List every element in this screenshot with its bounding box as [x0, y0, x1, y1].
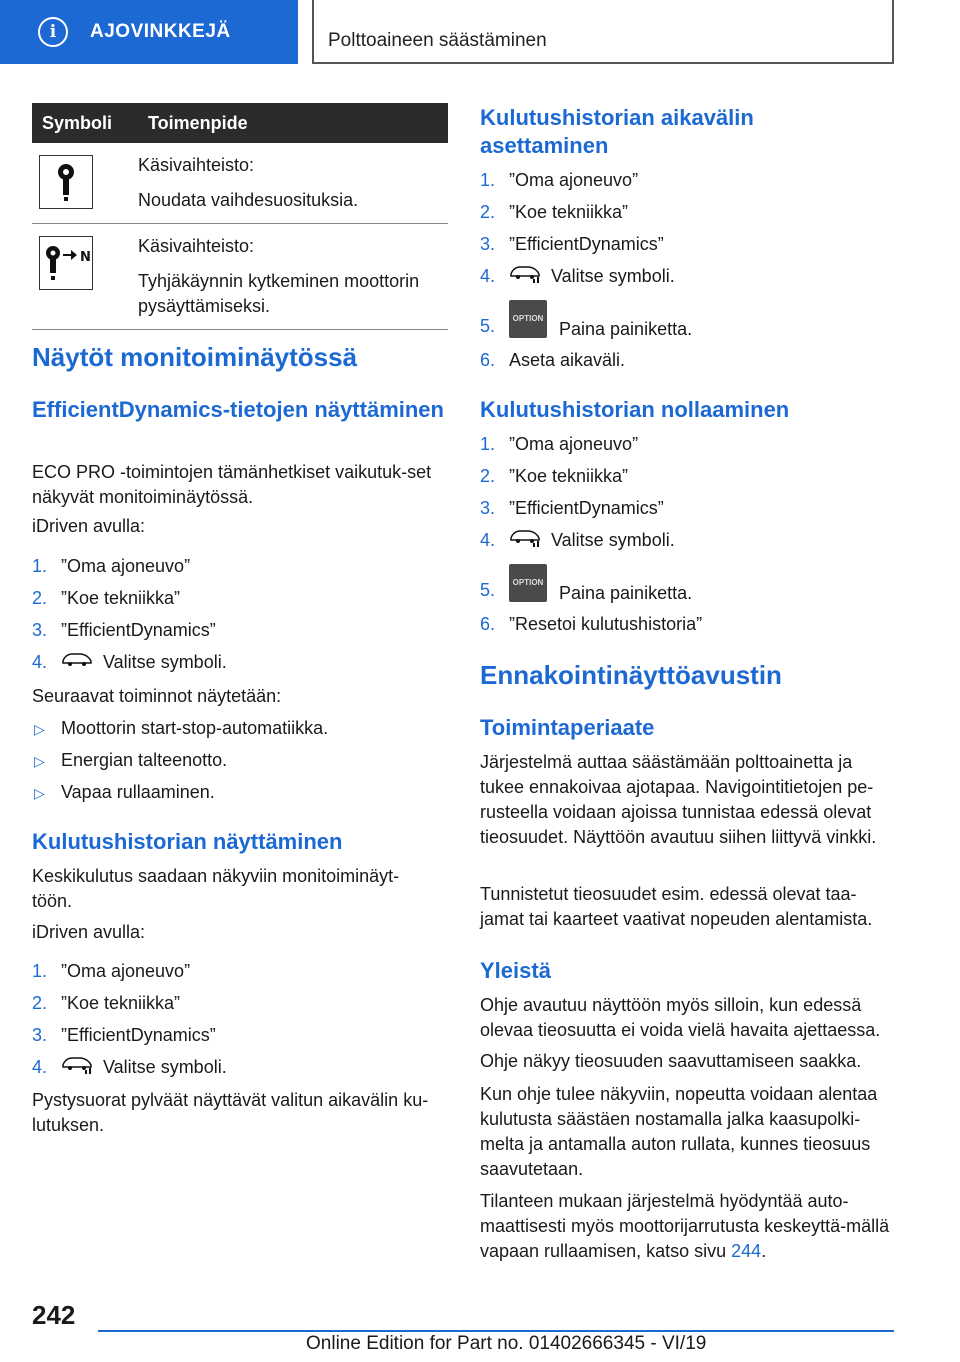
list-item: 2. ”Koe tekniikka”	[32, 993, 181, 1013]
option-button-icon: OPTION	[509, 300, 547, 338]
list-item: 1. ”Oma ajoneuvo”	[32, 961, 191, 981]
step-list	[32, 554, 448, 682]
car-history-icon	[509, 528, 541, 548]
list-item: 4. Valitse symboli.	[480, 530, 675, 550]
table-row	[32, 143, 448, 224]
heading-interval: Kulutushistorian aikavälin asettaminen	[480, 105, 754, 158]
edition-text: Online Edition for Part no. 01402666345 - VI/19	[306, 1333, 707, 1354]
list-item: ▷ Vapaa rullaaminen.	[32, 780, 448, 812]
option-button-icon: OPTION	[509, 564, 547, 602]
gear-shift-neutral-icon	[39, 236, 93, 290]
action-text: Käsivaihteisto:	[138, 155, 255, 175]
paragraph: Keskikulutus saadaan näkyviin monitoiminäyt‐töön.	[32, 866, 400, 911]
step-list	[480, 168, 896, 380]
heading-reset: Kulutushistorian nollaaminen	[480, 397, 790, 422]
list-item: 3. ”EfficientDynamics”	[32, 1025, 216, 1045]
svg-text:N: N	[80, 250, 91, 265]
heading-displays: Näytöt monitoiminäytössä	[32, 342, 358, 372]
bullet-list	[32, 716, 448, 812]
paragraph: Ohje näkyy tieosuuden saavuttamiseen saakka.	[480, 1051, 862, 1071]
page-header	[312, 0, 894, 64]
list-item: 4. Valitse symboli.	[32, 652, 227, 672]
symbol-table	[32, 103, 448, 330]
car-history-icon	[61, 1055, 93, 1075]
list-item: 3. ”EfficientDynamics”	[32, 620, 216, 640]
car-history-icon	[509, 264, 541, 284]
heading-general: Yleistä	[480, 958, 551, 983]
step-list	[32, 959, 448, 1087]
list-item: 3. ”EfficientDynamics”	[480, 234, 664, 254]
paragraph: ECO PRO -toimintojen tämänhetkiset vaikutuk‐set näkyvät monitoiminäytössä.	[32, 462, 432, 507]
triangle-bullet-icon: ▷	[34, 721, 45, 737]
section-label: AJOVINKKEJÄ	[90, 21, 231, 42]
table-row	[32, 224, 448, 330]
action-text: Noudata vaihdesuosituksia.	[138, 190, 359, 210]
paragraph: Järjestelmä auttaa säästämään polttoainetta ja tukee ennakoivaa ajotapaa. Navigointitietojen pe‐rusteella voidaan ajoissa tunnistaa edessä olevat tieosuudet. Näyttöön avautuu siihen liittyvä vinkki.	[480, 752, 877, 847]
list-item: 1. ”Oma ajoneuvo”	[480, 170, 639, 190]
list-item: 3. ”EfficientDynamics”	[480, 498, 664, 518]
list-item: 6. ”Resetoi kulutushistoria”	[480, 614, 703, 634]
column-header-symbol: Symboli	[32, 103, 138, 143]
action-text: Tyhjäkäynnin kytkeminen moottorin pysäyttämiseksi.	[138, 271, 420, 316]
table-header-row	[32, 103, 448, 143]
info-icon: i	[38, 17, 68, 47]
car-symbol-icon	[61, 650, 93, 668]
footer-divider	[98, 1330, 894, 1332]
section-tab[interactable]	[0, 0, 298, 64]
paragraph: Kun ohje tulee näkyviin, nopeutta voidaan alentaa kulutusta säästäen nostamalla jalka kaasupolki‐melta ja antamalla auton rullata, kunnes tieosuus saavutetaan.	[480, 1084, 878, 1179]
paragraph: iDriven avulla:	[32, 516, 146, 536]
triangle-bullet-icon: ▷	[34, 753, 45, 769]
list-item: 2. ”Koe tekniikka”	[32, 588, 181, 608]
list-item: 1. ”Oma ajoneuvo”	[480, 434, 639, 454]
list-item: 4. Valitse symboli.	[32, 1057, 227, 1077]
paragraph: Ohje avautuu näyttöön myös silloin, kun edessä olevaa tieosuutta ei voida vielä havaita ajettaessa.	[480, 995, 881, 1040]
heading-efficientdynamics: EfficientDynamics-tietojen näyttäminen	[32, 397, 444, 422]
column-header-action: Toimenpide	[138, 103, 448, 143]
paragraph: Seuraavat toiminnot näytetään:	[32, 686, 282, 706]
list-item: ▷ Moottorin start-stop-automatiikka.	[32, 716, 448, 748]
triangle-bullet-icon: ▷	[34, 785, 45, 801]
heading-anticipation: Ennakointinäyttöavustin	[480, 660, 782, 690]
paragraph: Tunnistetut tieosuudet esim. edessä olevat taa‐jamat tai kaarteet vaativat nopeuden alentamista.	[480, 884, 873, 929]
page-title: Polttoaineen säästäminen	[328, 30, 547, 51]
gear-shift-icon	[39, 155, 93, 209]
list-item: 1. ”Oma ajoneuvo”	[32, 556, 191, 576]
paragraph: Pystysuorat pylväät näyttävät valitun aikavälin ku‐lutuksen.	[32, 1090, 429, 1135]
page-number: 242	[32, 1300, 76, 1330]
paragraph: Tilanteen mukaan järjestelmä hyödyntää auto‐maattisesti myös moottorijarrutusta keskeyttä‐mällä vapaan rullaamisen, katso sivu 244.	[480, 1191, 890, 1261]
list-item: 5. OPTION Paina painiketta.	[480, 300, 896, 348]
list-item: 4. Valitse symboli.	[480, 266, 675, 286]
list-item: 2. ”Koe tekniikka”	[480, 466, 629, 486]
step-list	[480, 432, 896, 644]
paragraph: iDriven avulla:	[32, 922, 146, 942]
list-item: 5. OPTION Paina painiketta.	[480, 564, 896, 612]
action-text: Käsivaihteisto:	[138, 236, 255, 256]
list-item: 6. Aseta aikaväli.	[480, 350, 626, 370]
list-item: ▷ Energian talteenotto.	[32, 748, 448, 780]
heading-principle: Toimintaperiaate	[480, 715, 655, 740]
list-item: 2. ”Koe tekniikka”	[480, 202, 629, 222]
heading-history: Kulutushistorian näyttäminen	[32, 829, 343, 854]
page-link[interactable]: 244	[731, 1241, 762, 1261]
